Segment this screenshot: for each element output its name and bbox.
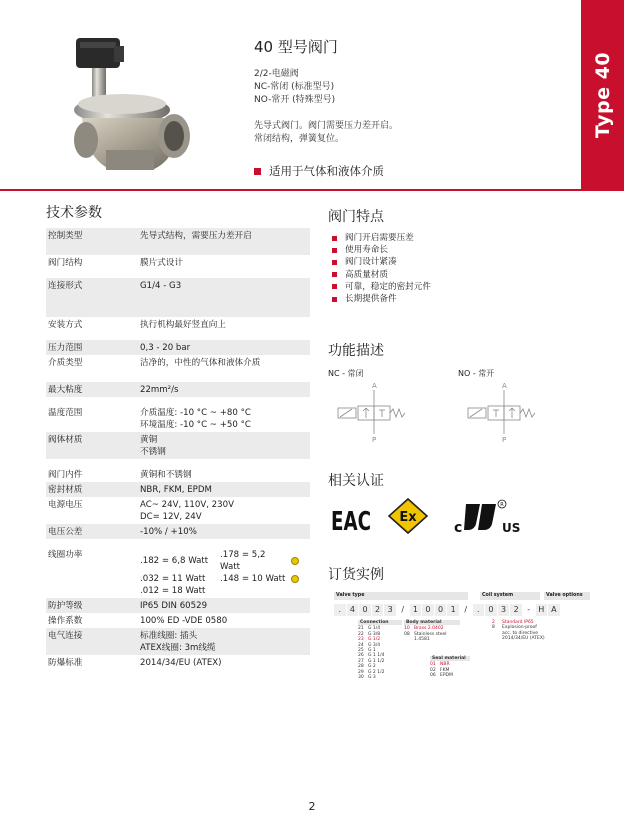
tech-row: [46, 228, 310, 255]
tech-value: [140, 549, 310, 597]
tech-row: [46, 613, 310, 628]
product-title: 40 型号阀门: [254, 38, 338, 56]
tech-value-line: [140, 292, 310, 304]
variant-line: 2/2-电磁阀: [254, 69, 299, 79]
feature-item: [332, 256, 431, 268]
tech-key: 防爆标准: [48, 658, 83, 668]
port-a-label: A: [372, 382, 377, 390]
tech-row: [46, 497, 310, 524]
tech-value-line: G1/4 - G3: [140, 281, 182, 291]
code-digit: H: [536, 604, 548, 616]
port-a-label: A: [502, 382, 507, 390]
tech-value-line: AC~ 24V, 110V, 230V: [140, 500, 234, 510]
feature-text: 阀门设计紧凑: [345, 257, 397, 268]
code-digit: 4: [347, 604, 359, 616]
function-title: 功能描述: [328, 343, 384, 359]
nc-label: NC - 常闭: [328, 369, 364, 378]
sub-code: 8: [492, 625, 495, 631]
tech-value: [140, 230, 310, 254]
sub-code: 23: [358, 637, 364, 643]
tech-value-line: NBR, FKM, EPDM: [140, 485, 212, 495]
tech-value-line: 黄铜: [140, 435, 158, 445]
features-list: [332, 232, 431, 305]
atex-mark-icon: [291, 575, 299, 583]
tech-key: 介质类型: [48, 358, 83, 368]
feature-item: [332, 293, 431, 305]
tech-value: [140, 484, 310, 496]
feature-text: 阀门开启需要压差: [345, 233, 414, 243]
type-label: Type 40: [591, 51, 614, 139]
tech-row: [46, 317, 310, 332]
sub-label: 2014/34/EU (ATEX): [502, 636, 545, 642]
page-number: 2: [308, 800, 316, 813]
tech-row: [46, 255, 310, 270]
tech-key: 密封材质: [48, 485, 83, 495]
spacer: [46, 397, 310, 405]
nc-symbol-icon: [330, 380, 430, 444]
sub-row: [492, 636, 552, 641]
body-material-list: [404, 620, 460, 643]
sub-title: Connection: [358, 620, 402, 625]
variant-line: NC-常闭 (标准型号): [254, 82, 335, 92]
eac-logo-icon: [330, 496, 372, 536]
order-example: [334, 592, 590, 682]
tech-row: [46, 278, 310, 317]
tech-value: [140, 357, 310, 381]
spacer: [46, 459, 310, 467]
code-digit: 0: [422, 604, 434, 616]
feature-item: [332, 244, 431, 256]
tech-key: 安装方式: [48, 320, 83, 330]
tech-value: [140, 434, 310, 458]
feature-item: [332, 281, 431, 293]
sub-label: Standard IP65: [502, 620, 534, 625]
tech-value-line: 22mm²/s: [140, 385, 179, 395]
code-digit: /: [464, 605, 468, 614]
tech-value: [140, 342, 310, 354]
sub-code: 29: [358, 669, 364, 675]
tech-value-line: IP65 DIN 60529: [140, 601, 208, 611]
tech-value: [140, 630, 310, 654]
tech-value-line: 标准线圈: 插头: [140, 631, 198, 641]
no-symbol-icon: [460, 380, 560, 444]
code-digit: 2: [510, 604, 522, 616]
tech-row: [46, 405, 310, 432]
code-digit: -: [527, 605, 531, 614]
code-digit: 3: [498, 604, 510, 616]
sub-code: 06: [430, 673, 436, 679]
tech-value: [140, 526, 310, 538]
tech-key: 阀门内件: [48, 470, 83, 480]
sub-code: 24: [358, 642, 364, 648]
variant-line: NO-常开 (特殊型号): [254, 95, 336, 105]
power-value: .012 = 18 Watt: [140, 586, 206, 596]
tech-value: [140, 499, 310, 523]
eac-mark: EAC: [331, 507, 371, 537]
code-digit: 3: [384, 604, 396, 616]
code-digit: 0: [359, 604, 371, 616]
sub-code: 21: [358, 626, 364, 632]
header-rule: [0, 189, 624, 191]
features-title: 阀门特点: [328, 209, 384, 225]
tech-title: 技术参数: [46, 205, 102, 221]
power-line: [140, 573, 310, 585]
tech-value-line: 执行机构最好竖直向上: [140, 320, 226, 330]
tech-key: 操作系数: [48, 616, 83, 626]
tech-row: [46, 432, 310, 459]
sub-code: 30: [358, 675, 364, 681]
sub-code: 01: [430, 662, 436, 668]
sub-label: G 3: [368, 675, 376, 681]
type-band: [581, 0, 624, 190]
code-digit: 0: [435, 604, 447, 616]
sub-row: [430, 673, 470, 678]
tech-row: [46, 598, 310, 613]
connection-list: [358, 620, 402, 680]
no-label: NO - 常开: [458, 369, 495, 378]
tech-value: [140, 657, 310, 669]
bullet-square-icon: [332, 272, 337, 277]
sub-code: 22: [358, 631, 364, 637]
sub-label: Brass 2.0402: [414, 626, 444, 632]
feature-item: [332, 232, 431, 244]
bullet-square-icon: [332, 260, 337, 265]
ul-c-mark: c: [454, 520, 463, 536]
media-text: 适用于气体和液体介质: [269, 164, 384, 178]
tech-key: 控制类型: [48, 231, 83, 241]
code-digit: 1: [410, 604, 422, 616]
tech-row: [46, 524, 310, 539]
tech-value-line: 介质温度: -10 °C ~ +80 °C: [140, 408, 251, 418]
cul-us-logo-icon: [452, 496, 524, 536]
tech-value-line: [140, 369, 310, 381]
sub-code: 25: [358, 648, 364, 654]
tech-key: 防护等级: [48, 601, 83, 611]
tech-key: 电气连接: [48, 631, 83, 641]
sub-code: 26: [358, 653, 364, 659]
tech-value-line: 洁净的，中性的气体和液体介质: [140, 358, 261, 368]
product-description: [254, 120, 398, 146]
sub-title: Seal material: [430, 656, 470, 661]
valve-options-header: Valve options: [544, 592, 590, 600]
sub-label: G 1/2: [368, 637, 381, 643]
code-digit: .: [473, 604, 485, 616]
order-title: 订货实例: [328, 567, 384, 583]
tech-value: [140, 615, 310, 627]
tech-key: 阀门结构: [48, 258, 83, 268]
port-p-label: P: [372, 436, 377, 444]
tech-value-line: 0,3 - 20 bar: [140, 343, 191, 353]
spacer: [46, 270, 310, 278]
seal-material-list: [430, 656, 470, 679]
ex-mark: Ex: [399, 510, 417, 525]
tech-value-line: DC= 12V, 24V: [140, 512, 202, 522]
sub-label: G 1/4: [368, 626, 381, 632]
coil-option-list: [492, 620, 552, 642]
port-p-label: P: [502, 436, 507, 444]
tech-value-line: 不锈钢: [140, 447, 166, 457]
power-line: [140, 549, 310, 573]
sub-label: G 1 1/4: [368, 653, 385, 659]
power-value: .178 = 5,2 Watt: [220, 550, 266, 572]
sub-row: [404, 637, 460, 642]
tech-key: 压力范围: [48, 343, 83, 353]
code-digit: 0: [485, 604, 497, 616]
tech-value-line: -10% / +10%: [140, 527, 197, 537]
tech-value-line: ATEX线圈: 3m线缆: [140, 643, 216, 653]
sub-label: G 1: [368, 648, 376, 654]
sub-code: 02: [430, 667, 436, 673]
code-digit: 1: [447, 604, 459, 616]
sub-label: G 3/8: [368, 631, 381, 637]
sub-code: 08: [404, 631, 410, 637]
bullet-square-icon: [254, 168, 261, 175]
tech-row: [46, 382, 310, 397]
tech-value: [140, 600, 310, 612]
sub-code: 2: [492, 620, 495, 625]
sub-title: Body material: [404, 620, 460, 625]
tech-key: 阀体材质: [48, 435, 83, 445]
tech-key: 电压公差: [48, 527, 83, 537]
code-digit: 2: [372, 604, 384, 616]
sub-code: 10: [404, 626, 410, 632]
tech-row: [46, 340, 310, 355]
tech-value: [140, 384, 310, 396]
sub-label: acc. to directive: [502, 630, 539, 636]
tech-row: [46, 628, 310, 655]
bullet-square-icon: [332, 297, 337, 302]
tech-key: 温度范围: [48, 408, 83, 418]
order-code: [334, 604, 590, 616]
sub-label: G 2 1/2: [368, 669, 385, 675]
sub-label: G 2: [368, 664, 376, 670]
feature-text: 使用寿命长: [345, 245, 388, 256]
atex-mark-icon: [291, 557, 299, 565]
tech-value: [140, 319, 310, 331]
sub-row: [358, 675, 402, 680]
tech-row: [46, 355, 310, 382]
tech-value-line: 环境温度: -10 °C ~ +50 °C: [140, 420, 251, 430]
sub-label: Stainless steel: [414, 631, 447, 637]
tech-key: 电源电压: [48, 500, 83, 510]
tech-row: [46, 467, 310, 482]
tech-key: 最大粘度: [48, 385, 83, 395]
bullet-square-icon: [332, 284, 337, 289]
tech-key: 连接形式: [48, 281, 83, 291]
tech-key: 线圈功率: [48, 550, 83, 560]
code-digit: /: [401, 605, 405, 614]
power-value: .182 = 6,8 Watt: [140, 556, 209, 566]
tech-value: [140, 257, 310, 269]
feature-text: 可靠，稳定的密封元件: [345, 281, 431, 292]
power-value: .032 = 11 Watt: [140, 574, 206, 584]
tech-value-line: 100% ED -VDE 0580: [140, 616, 228, 626]
sub-code: 27: [358, 658, 364, 664]
tech-value-line: 先导式结构，需要压力差开启: [140, 231, 252, 241]
tech-value-line: [140, 304, 310, 316]
tech-row: [46, 655, 310, 670]
ul-registered-mark: R: [500, 502, 504, 509]
tech-table: [46, 228, 310, 670]
sub-code: [404, 637, 414, 642]
sub-label: G 3/4: [368, 642, 381, 648]
certs-title: 相关认证: [328, 473, 384, 489]
tech-value: [140, 407, 310, 431]
description-line: 先导式阀门。阀门需要压力差开启。: [254, 121, 399, 131]
bullet-square-icon: [332, 236, 337, 241]
sub-label: G 1 1/2: [368, 658, 385, 664]
power-line: [140, 585, 310, 597]
tech-row: [46, 547, 310, 598]
sub-label: 1.4581: [414, 637, 430, 643]
tech-value-line: 膜片式设计: [140, 258, 183, 268]
description-line: 常闭结构，弹簧复位。: [254, 134, 345, 144]
spacer: [46, 332, 310, 340]
tech-row: [46, 482, 310, 497]
product-media: [254, 163, 384, 179]
sub-label: NBR: [440, 662, 450, 668]
feature-text: 高质量材质: [345, 269, 388, 280]
power-value: .148 = 10 Watt: [220, 574, 286, 584]
sub-code: 28: [358, 664, 364, 670]
feature-item: [332, 269, 431, 281]
feature-text: 长期提供备件: [345, 294, 397, 305]
tech-value-line: [140, 242, 310, 254]
product-variants: [254, 68, 335, 107]
tech-value-line: 2014/34/EU (ATEX): [140, 658, 222, 668]
sub-label: FKM: [440, 667, 450, 673]
code-digit: A: [548, 604, 560, 616]
valve-type-header: Valve type: [334, 592, 468, 600]
coil-system-header: Coil system: [480, 592, 540, 600]
bullet-square-icon: [332, 248, 337, 253]
sub-code: [492, 636, 502, 641]
ul-us-mark: US: [502, 521, 521, 535]
code-digit: .: [334, 604, 346, 616]
atex-ex-logo-icon: [388, 498, 428, 534]
tech-value-line: 黄铜和不锈钢: [140, 470, 192, 480]
tech-value: [140, 469, 310, 481]
tech-value: [140, 280, 310, 316]
sub-label: EPDM: [440, 673, 453, 679]
sub-label: Explosion-proof: [502, 625, 537, 631]
spacer: [46, 539, 310, 547]
valve-photo: [62, 32, 202, 182]
